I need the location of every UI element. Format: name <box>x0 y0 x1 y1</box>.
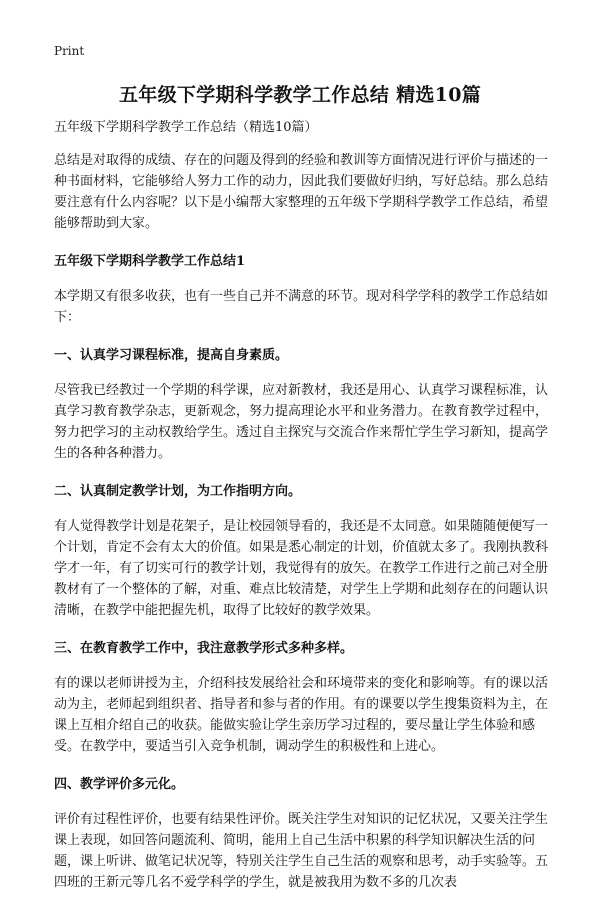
paragraph-4: 评价有过程性评价，也要有结果性评价。既关注学生对知识的记忆状况，又要关注学生课上表现，如回答问题流利、简明，能用上自己生活中积累的科学知识解决生活的问题，课上听讲、做笔记状况等，特别关注学生自己生活的观察和思考，动手实验等。五四班的王新元等几名不爱学科学的学生，就是被我用为数不多的几次表 <box>54 812 549 890</box>
heading-2: 二、认真制定教学计划，为工作指明方向。 <box>54 484 302 499</box>
paragraph-3: 有的课以老师讲授为主，介绍科技发展给社会和环境带来的变化和影响等。有的课以活动为主，老师起到组织者、指导者和参与者的作用。有的课要以学生搜集资料为主，在课上互相介绍自己的收获。能做实验让学生亲历学习过程的，要尽量让学生体验和感受。在教学中，要适当引入竞争机制，调动学生的积极性和上进心。 <box>54 676 549 754</box>
document-title: 五年级下学期科学教学工作总结 精选10篇 <box>118 84 482 106</box>
document-subtitle: 五年级下学期科学教学工作总结（精选10篇） <box>54 120 318 135</box>
intro-paragraph: 总结是对取得的成绩、存在的问题及得到的经验和教训等方面情况进行评价与描述的一种书面材料，它能够给人努力工作的动力，因此我们要做好归纳，写好总结。那么总结要注意有什么内容呢？以下是小编帮大家整理的五年级下学期科学教学工作总结，希望能够帮助到大家。 <box>54 153 549 231</box>
section-title: 五年级下学期科学教学工作总结1 <box>54 254 246 269</box>
paragraph-2: 有人觉得教学计划是花架子，是让校园领导看的，我还是不太同意。如果随随便便写一个计划，肯定不会有太大的价值。如果是悉心制定的计划，价值就太多了。我刚执教科学才一年，有了切实可行的教学计划，我觉得有的放矢。在教学工作进行之前己对全册教材有了一个整体的了解，对重、难点比较清楚，对学生上学期和此刻存在的问题认识清晰，在教学中能把握先机，取得了比较好的教学效果。 <box>54 519 549 618</box>
document-body <box>54 117 552 910</box>
paragraph-1: 尽管我已经教过一个学期的科学课，应对新教材，我还是用心、认真学习课程标准，认真学习教育教学杂志，更新观念，努力提高理论水平和业务潜力。在教育教学过程中，努力把学习的主动权教给学生。透过自主探究与交流合作来帮忙学生学习新知，提高学生的各种各种潜力。 <box>54 383 549 461</box>
heading-1: 一、认真学习课程标准，提高自身素质。 <box>54 348 289 363</box>
section-intro-paragraph: 本学期又有很多收获，也有一些自己并不满意的环节。现对科学学科的教学工作总结如下： <box>54 289 549 325</box>
heading-4: 四、教学评价多元化。 <box>54 777 185 792</box>
heading-3: 三、在教育教学工作中，我注意教学形式多种多样。 <box>54 641 354 656</box>
print-link[interactable]: Print <box>54 44 85 58</box>
